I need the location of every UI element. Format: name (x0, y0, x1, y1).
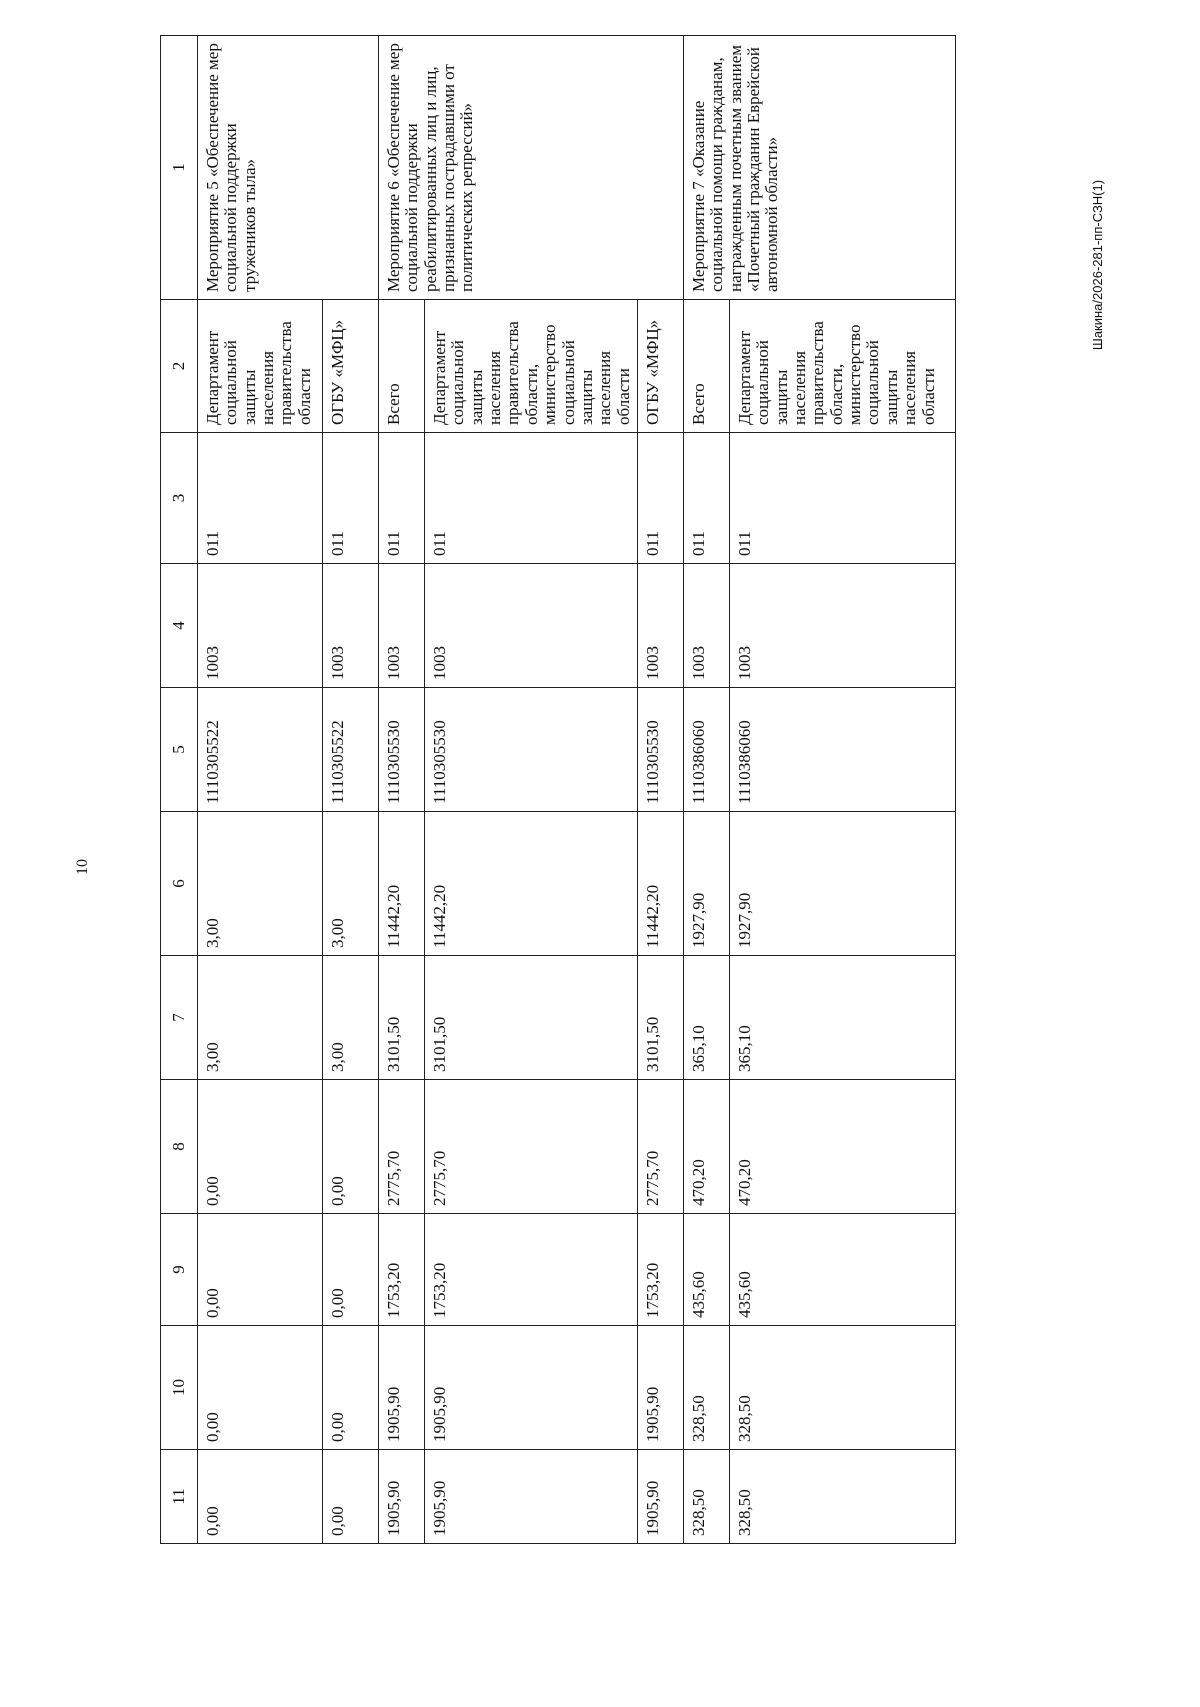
cell-col2: ОГБУ «МФЦ» (323, 300, 379, 433)
cell-col5: 1110386060 (729, 688, 955, 812)
cell-col5: 1110305522 (198, 688, 323, 812)
cell-col9: 0,00 (323, 1214, 379, 1326)
cell-col5: 1110305530 (637, 688, 683, 812)
cell-col6: 1927,90 (683, 812, 729, 956)
cell-col10: 1905,90 (637, 1326, 683, 1450)
cell-col11: 0,00 (198, 1450, 323, 1544)
cell-col2: Всего (379, 300, 425, 433)
cell-col11: 1905,90 (379, 1450, 425, 1544)
col-header: 4 (161, 564, 198, 688)
cell-col11: 1905,90 (425, 1450, 638, 1544)
cell-col2: Всего (683, 300, 729, 433)
col-header: 6 (161, 812, 198, 956)
cell-col9: 1753,20 (637, 1214, 683, 1326)
col-header: 8 (161, 1080, 198, 1214)
cell-col8: 470,20 (729, 1080, 955, 1214)
cell-col8: 0,00 (198, 1080, 323, 1214)
cell-col3: 011 (637, 433, 683, 564)
col-header: 1 (161, 36, 198, 300)
cell-col11: 328,50 (729, 1450, 955, 1544)
activity-cell: Мероприятие 5 «Обеспечение мер социальной поддержки тружеников тыла» (198, 36, 379, 300)
col-header: 10 (161, 1326, 198, 1450)
cell-col11: 0,00 (323, 1450, 379, 1544)
cell-col3: 011 (683, 433, 729, 564)
cell-col4: 1003 (637, 564, 683, 688)
cell-col2: Департамент социальной защиты населения правительства области, министерство социальной защиты населения области (729, 300, 955, 433)
header-row (161, 36, 198, 1544)
cell-col10: 1905,90 (425, 1326, 638, 1450)
cell-col4: 1003 (379, 564, 425, 688)
cell-col10: 1905,90 (379, 1326, 425, 1450)
col-header: 2 (161, 300, 198, 433)
cell-col10: 0,00 (198, 1326, 323, 1450)
cell-col5: 1110305530 (425, 688, 638, 812)
cell-col5: 1110386060 (683, 688, 729, 812)
cell-col3: 011 (323, 433, 379, 564)
cell-col7: 3,00 (198, 956, 323, 1080)
cell-col8: 470,20 (683, 1080, 729, 1214)
cell-col6: 11442,20 (425, 812, 638, 956)
cell-col2: Департамент социальной защиты населения правительства области, министерство социальной защиты населения области (425, 300, 638, 433)
cell-col11: 1905,90 (637, 1450, 683, 1544)
rotated-table-container (160, 36, 1109, 1544)
cell-col9: 435,60 (683, 1214, 729, 1326)
cell-col6: 3,00 (323, 812, 379, 956)
cell-col6: 11442,20 (637, 812, 683, 956)
col-header: 7 (161, 956, 198, 1080)
col-header: 11 (161, 1450, 198, 1544)
cell-col8: 2775,70 (379, 1080, 425, 1214)
cell-col8: 2775,70 (425, 1080, 638, 1214)
cell-col4: 1003 (323, 564, 379, 688)
table-row (198, 36, 323, 1544)
cell-col3: 011 (198, 433, 323, 564)
cell-col3: 011 (425, 433, 638, 564)
cell-col4: 1003 (683, 564, 729, 688)
cell-col10: 0,00 (323, 1326, 379, 1450)
cell-col4: 1003 (425, 564, 638, 688)
cell-col9: 1753,20 (379, 1214, 425, 1326)
col-header: 3 (161, 433, 198, 564)
cell-col7: 3101,50 (637, 956, 683, 1080)
cell-col6: 1927,90 (729, 812, 955, 956)
page-number: 10 (74, 859, 91, 875)
cell-col7: 3101,50 (379, 956, 425, 1080)
col-header: 5 (161, 688, 198, 812)
cell-col7: 3,00 (323, 956, 379, 1080)
cell-col4: 1003 (198, 564, 323, 688)
cell-col10: 328,50 (729, 1326, 955, 1450)
cell-col5: 1110305522 (323, 688, 379, 812)
cell-col7: 365,10 (729, 956, 955, 1080)
cell-col11: 328,50 (683, 1450, 729, 1544)
table-row (683, 36, 729, 1544)
cell-col6: 11442,20 (379, 812, 425, 956)
cell-col6: 3,00 (198, 812, 323, 956)
cell-col9: 0,00 (198, 1214, 323, 1326)
activity-cell: Мероприятие 6 «Обеспечение мер социальной поддержки реабилитированных лиц и лиц, признанных пострадавшими от политических репрессий» (379, 36, 684, 300)
col-header: 9 (161, 1214, 198, 1326)
budget-table (160, 35, 956, 1544)
cell-col9: 1753,20 (425, 1214, 638, 1326)
cell-col4: 1003 (729, 564, 955, 688)
cell-col8: 2775,70 (637, 1080, 683, 1214)
cell-col2: ОГБУ «МФЦ» (637, 300, 683, 433)
cell-col3: 011 (379, 433, 425, 564)
cell-col7: 365,10 (683, 956, 729, 1080)
cell-col7: 3101,50 (425, 956, 638, 1080)
cell-col2: Департамент социальной защиты населения правительства области (198, 300, 323, 433)
document-code: Шакина/2026-281-пп-СЗН(1) (1089, 179, 1105, 351)
cell-col9: 435,60 (729, 1214, 955, 1326)
activity-cell: Мероприятие 7 «Оказание социальной помощи гражданам, награжденным почетным званием «Почетный гражданин Еврейской автономной области» (683, 36, 955, 300)
table-row (379, 36, 425, 1544)
cell-col5: 1110305530 (379, 688, 425, 812)
cell-col10: 328,50 (683, 1326, 729, 1450)
cell-col3: 011 (729, 433, 955, 564)
cell-col8: 0,00 (323, 1080, 379, 1214)
